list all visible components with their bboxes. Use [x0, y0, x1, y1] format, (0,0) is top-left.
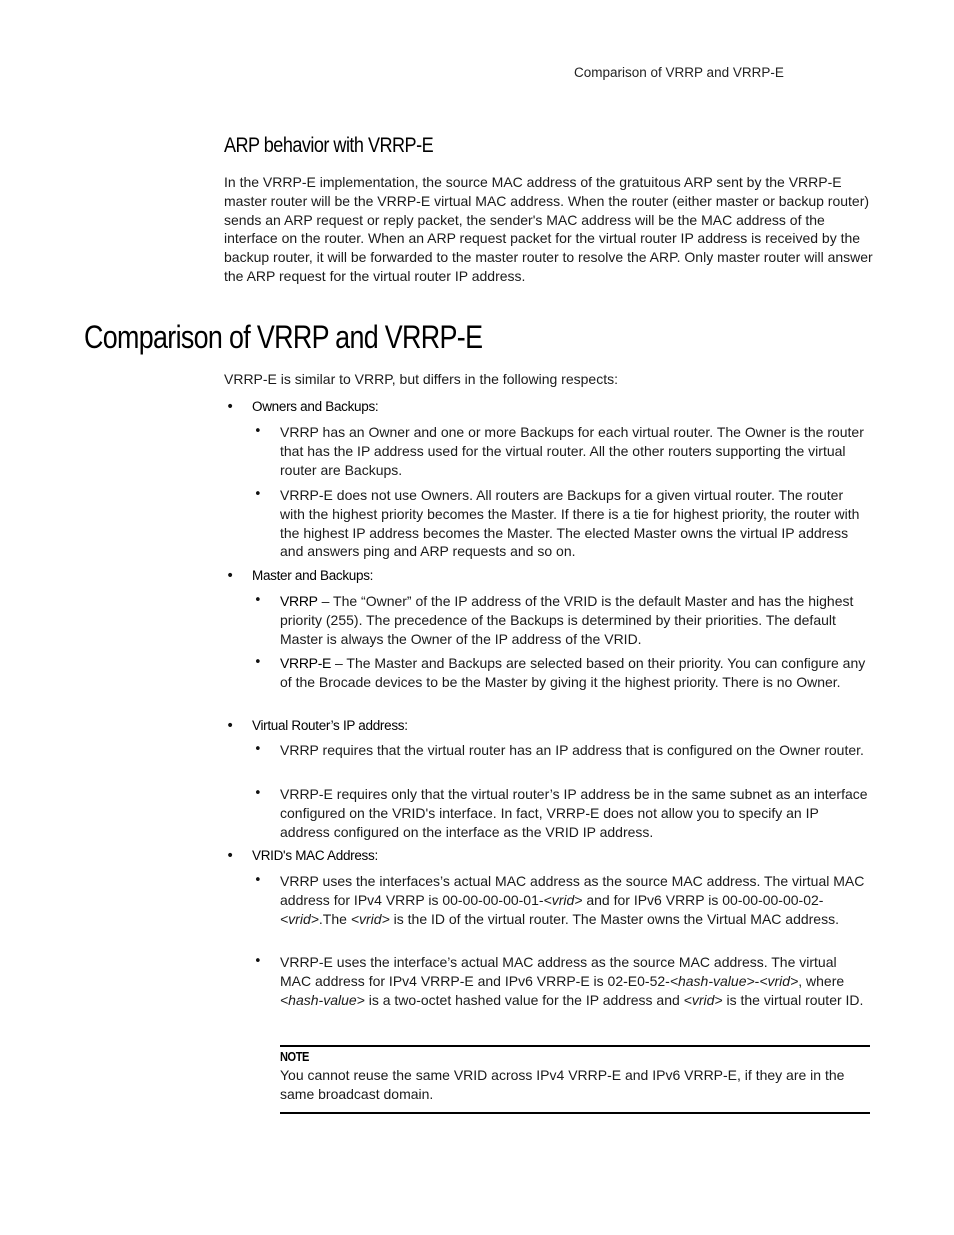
- sub-list-text: VRRP-E requires only that the virtual router’s IP address be in the same subnet as an interface configured on the VRID's interface. In fact, VRRP-E does not allow you to specify an IP address configured on the interface as the VRID IP address.: [280, 786, 868, 840]
- running-header: Comparison of VRRP and VRRP-E: [574, 65, 784, 80]
- comparison-intro: VRRP-E is similar to VRRP, but differs in the following respects:: [224, 371, 618, 387]
- arp-paragraph: In the VRRP-E implementation, the source MAC address of the gratuitous ARP sent by the VRRP-E master router will be the VRRP-E virtual MAC address. When the router (either master or backup router) sends an ARP request or reply packet, the sender's MAC address will be the MAC address of the interface on the router. When an ARP request packet for the virtual router IP address is received by the backup router, it will be forwarded to the master router to resolve the ARP. Only master router will answer the ARP request for the virtual router IP address.: [224, 174, 873, 284]
- bullet-icon: •: [226, 718, 235, 734]
- bullet-icon: •: [254, 424, 262, 439]
- bullet-icon: •: [226, 399, 235, 415]
- bullet-icon: •: [254, 655, 262, 670]
- sub-list-text: [280, 592, 870, 648]
- bullet-icon: •: [226, 568, 235, 584]
- list-item-label: Virtual Router’s IP address:: [252, 718, 408, 733]
- note-label: NOTE: [280, 1049, 310, 1064]
- text-run: and for IPv6 VRRP is 00-00-00-00-02-: [582, 891, 824, 908]
- sub-list-text: VRRP requires that the virtual router has an IP address that is configured on the Owner router.: [280, 742, 864, 758]
- text-run: .The: [318, 910, 351, 927]
- placeholder-vrid: <vrid>: [350, 910, 390, 927]
- section-heading-arp: ARP behavior with VRRP-E: [224, 134, 434, 157]
- bullet-icon: •: [254, 786, 262, 801]
- bullet-icon: •: [254, 954, 262, 969]
- sub-list-text: [280, 654, 870, 692]
- definition-text: – The “Owner” of the IP address of the VRID is the default Master and has the highest priority (255). The precedence of the Backups is determined by their priorities. The default Master is always the Owner of the IP address of the VRID.: [280, 593, 854, 647]
- text-run: , where: [798, 972, 845, 989]
- text-run: is a two-octet hashed value for the IP address and: [364, 991, 684, 1008]
- sub-list-text: VRRP has an Owner and one or more Backups for each virtual router. The Owner is the router that has the IP address used for the virtual router. All the other routers supporting the virtual router are Backups.: [280, 424, 864, 478]
- placeholder-hash-value: <hash-value>: [280, 991, 365, 1008]
- term-vrrp: VRRP: [280, 593, 318, 609]
- note-text: You cannot reuse the same VRID across IPv4 VRRP-E and IPv6 VRRP-E, if they are in the same broadcast domain.: [280, 1067, 845, 1102]
- section-heading-comparison: Comparison of VRRP and VRRP-E: [84, 319, 483, 355]
- list-item-label: Master and Backups:: [252, 568, 374, 583]
- bullet-icon: •: [254, 873, 262, 888]
- bullet-icon: •: [254, 742, 262, 757]
- definition-text: – The Master and Backups are selected based on their priority. You can configure any of the Brocade devices to be the Master by giving it the highest priority. There is no Owner.: [280, 655, 866, 690]
- placeholder-vrid: <vrid>: [280, 910, 319, 927]
- text-run: -: [754, 972, 760, 989]
- bullet-icon: •: [226, 848, 235, 864]
- placeholder-vrid: <vrid>: [543, 891, 583, 908]
- sub-list-text: [280, 953, 870, 1009]
- placeholder-hash-value: <hash-value>: [669, 972, 755, 989]
- sub-list-text: VRRP-E does not use Owners. All routers are Backups for a given virtual router. The router with the highest priority becomes the Master. If there is a tie for highest priority, the router with the highest IP address becomes the Master. The elected Master owns the virtual IP address and answers ping and ARP requests and so on.: [280, 487, 860, 560]
- text-run: VRRP uses the interfaces’s actual MAC address as the source MAC address. The virtual MAC address for IPv4 VRRP is 00-00-00-00-01-: [280, 873, 865, 908]
- term-vrrp-e: VRRP-E: [280, 655, 332, 671]
- list-item-label: Owners and Backups:: [252, 399, 379, 414]
- sub-list-text: [280, 872, 870, 928]
- list-item-label: VRID's MAC Address:: [252, 848, 378, 863]
- text-run: is the virtual router ID.: [722, 991, 864, 1008]
- bullet-icon: •: [254, 593, 262, 608]
- note-box: [280, 1045, 870, 1114]
- placeholder-vrid: <vrid>: [683, 991, 723, 1008]
- placeholder-vrid: <vrid>: [759, 972, 799, 989]
- bullet-icon: •: [254, 487, 262, 502]
- text-run: is the ID of the virtual router. The Master owns the Virtual MAC address.: [389, 910, 839, 927]
- text-run: VRRP-E uses the interface’s actual MAC address as the source MAC address. The virtual MAC address for IPv4 VRRP-E and IPv6 VRRP-E is 02-E0-52-: [280, 954, 837, 989]
